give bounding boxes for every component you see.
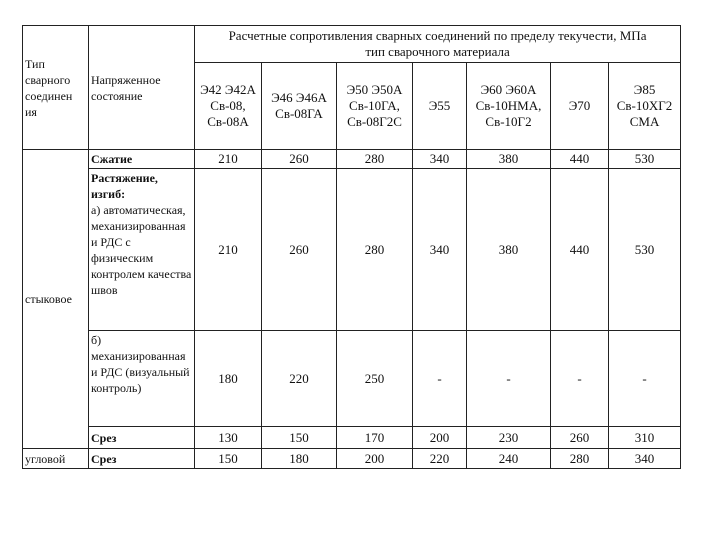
joint-type-butt: стыковое (23, 150, 89, 449)
table-cell: 530 (609, 150, 681, 169)
table-cell: - (413, 331, 467, 427)
table-cell: 210 (195, 150, 262, 169)
table-cell: 280 (337, 150, 413, 169)
table-cell: - (609, 331, 681, 427)
table-cell: 240 (467, 449, 551, 469)
table-row-tension-a (23, 169, 681, 331)
table-cell: 150 (262, 427, 337, 449)
table-cell: 260 (551, 427, 609, 449)
state-tension-a-detail: а) автоматическая, механизированная и РДС с физическим контролем качества швов (91, 203, 192, 297)
material-col-4: Э55 (413, 63, 467, 150)
table-cell: 200 (413, 427, 467, 449)
table-cell: 220 (262, 331, 337, 427)
table-cell: 260 (262, 169, 337, 331)
material-col-7: Э85 Св-10ХГ2 СМА (609, 63, 681, 150)
table-cell: 310 (609, 427, 681, 449)
state-tension-label: Растяжение, изгиб: (91, 171, 158, 201)
table-cell: 130 (195, 427, 262, 449)
header-row-1 (23, 26, 681, 63)
state-tension-a (89, 169, 195, 331)
table-cell: 440 (551, 150, 609, 169)
table-cell: 180 (262, 449, 337, 469)
table-cell: - (551, 331, 609, 427)
state-tension-b: б) механизированная и РДС (визуальный контроль) (89, 331, 195, 427)
material-col-3: Э50 Э50А Св-10ГА, Св-08Г2С (337, 63, 413, 150)
table-cell: 530 (609, 169, 681, 331)
header-joint-type: Тип сварного соединен ия (23, 26, 89, 150)
header-title (195, 26, 681, 63)
table-cell: 200 (337, 449, 413, 469)
table-cell: 230 (467, 427, 551, 449)
header-title-line2: тип сварочного материала (365, 44, 510, 59)
table-cell: 220 (413, 449, 467, 469)
joint-type-fillet: угловой (23, 449, 89, 469)
table-row-tension-b (23, 331, 681, 427)
table-cell: 440 (551, 169, 609, 331)
weld-resistance-table (22, 25, 681, 469)
header-title-line1: Расчетные сопротивления сварных соединений по пределу текучести, МПа (228, 28, 647, 43)
table-cell: 340 (413, 169, 467, 331)
material-col-2: Э46 Э46А Св-08ГА (262, 63, 337, 150)
state-shear-butt: Срез (89, 427, 195, 449)
table-cell: 380 (467, 169, 551, 331)
header-stress-state: Напряженное состояние (89, 26, 195, 150)
table-row-shear-fillet (23, 449, 681, 469)
material-col-5: Э60 Э60А Св-10НМА, Св-10Г2 (467, 63, 551, 150)
table-cell: 340 (413, 150, 467, 169)
table-row-compression (23, 150, 681, 169)
table-cell: 340 (609, 449, 681, 469)
table-cell: 150 (195, 449, 262, 469)
table-cell: 280 (551, 449, 609, 469)
table-cell: 170 (337, 427, 413, 449)
table-row-shear-butt (23, 427, 681, 449)
state-compression: Сжатие (89, 150, 195, 169)
table-cell: 210 (195, 169, 262, 331)
table-cell: 280 (337, 169, 413, 331)
table-cell: 180 (195, 331, 262, 427)
state-shear-fillet: Срез (89, 449, 195, 469)
material-col-1: Э42 Э42А Св-08, Св-08А (195, 63, 262, 150)
table-cell: 250 (337, 331, 413, 427)
table-cell: 260 (262, 150, 337, 169)
table-cell: 380 (467, 150, 551, 169)
material-col-6: Э70 (551, 63, 609, 150)
table-cell: - (467, 331, 551, 427)
